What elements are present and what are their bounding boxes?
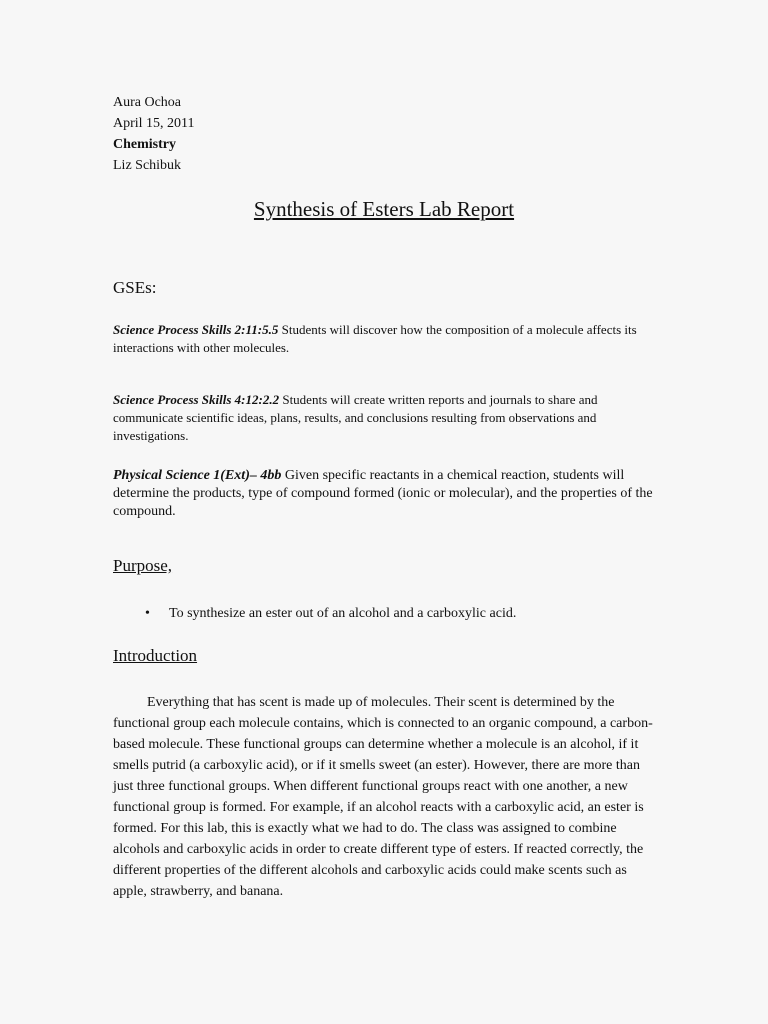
author-name: Aura Ochoa [113,95,182,110]
gses-heading [113,277,156,299]
gse-item-1-text: Students will discover how the composition of a molecule affects its interactions with other molecules. [113,322,637,355]
gses-heading-text: GSEs: [113,278,157,297]
introduction-heading-text: Introduction [113,646,198,665]
gse-item-1-label: Science Process Skills 2:11:5.5 [113,322,279,337]
gse-item-2 [113,391,658,445]
subject-name: Chemistry [113,137,176,152]
teacher-name: Liz Schibuk [113,158,182,173]
purpose-bullet [145,604,516,624]
purpose-heading [113,555,172,577]
introduction-heading [113,645,197,667]
bullet-icon: • [145,606,150,621]
report-title [0,196,768,222]
gse-item-3 [113,467,658,521]
gse-item-3-label: Physical Science 1(Ext)– 4bb [113,468,282,483]
gse-item-2-text: Students will create written reports and journals to share and communicate scientific ideas, plans, results, and conclusions resulting from observations and investigations. [113,392,598,443]
gse-item-3-text: Given specific reactants in a chemical reaction, students will determine the products, type of compound formed (ionic or molecular), and the properties of the compound. [113,468,653,519]
purpose-heading-text: Purpose, [113,556,173,575]
purpose-bullet-text: To synthesize an ester out of an alcohol and a carboxylic acid. [169,606,517,621]
gse-item-2-label: Science Process Skills 4:12:2.2 [113,392,280,407]
author-header [113,92,195,176]
gse-item-1 [113,321,658,357]
introduction-paragraph: Everything that has scent is made up of molecules. Their scent is determined by the functional group each molecule contains, which is connected to an organic compound, a carbon-based molecule. These functional groups can determine whether a molecule is an alcohol, if it smells putrid (a carboxylic acid), or if it smells sweet (an ester). However, there are more than just three functional groups. When different functional groups react with one another, a new functional group is formed. For example, if an alcohol reacts with a carboxylic acid, an ester is formed. For this lab, this is exactly what we had to do. The class was assigned to combine alcohols and carboxylic acids in order to create different type of esters. If reacted correctly, the different properties of the different alcohols and carboxylic acids could make scents such as apple, strawberry, and banana. [113,695,653,899]
report-title-text: Synthesis of Esters Lab Report [253,197,515,221]
report-date: April 15, 2011 [113,116,195,131]
